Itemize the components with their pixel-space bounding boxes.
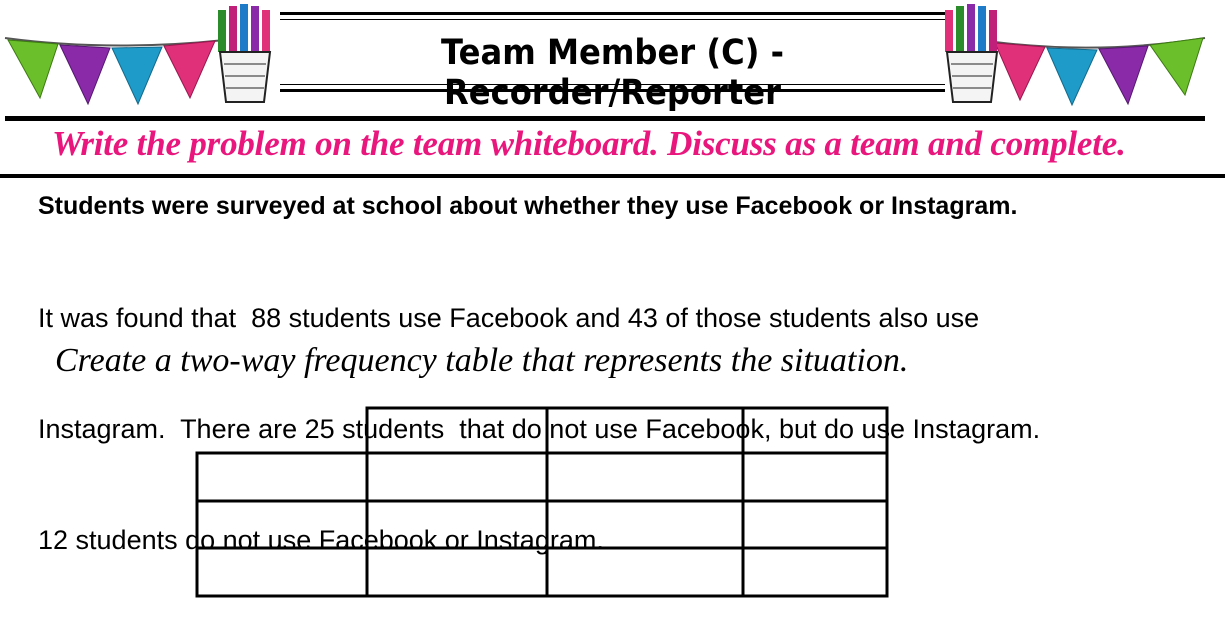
instruction-text: Write the problem on the team whiteboard. Discuss as a team and complete.	[52, 124, 1126, 163]
table-cell[interactable]	[367, 453, 547, 501]
table-cell[interactable]	[547, 548, 743, 596]
table-row-label-cell[interactable]	[197, 548, 367, 596]
table-cell[interactable]	[743, 453, 887, 501]
table-cell[interactable]	[547, 501, 743, 548]
table-cell[interactable]	[367, 501, 547, 548]
problem-intro: Students were surveyed at school about whether they use Facebook or Instagram.	[38, 192, 1018, 220]
task-prompt: Create a two-way frequency table that represents the situation.	[55, 342, 909, 379]
table-cell[interactable]	[743, 548, 887, 596]
problem-line: Instagram. There are 25 students that do not use Facebook, but do use Instagram.	[38, 414, 1041, 444]
table-cell[interactable]	[743, 501, 887, 548]
problem-line: It was found that 88 students use Facebook and 43 of those students also use	[38, 303, 980, 333]
table-row-label-cell[interactable]	[197, 453, 367, 501]
page-title: Team Member (C) - Recorder/Reporter	[440, 33, 785, 113]
table-cell[interactable]	[547, 453, 743, 501]
table-header-cell[interactable]	[547, 408, 743, 453]
problem-line: 12 students do not use Facebook or Instagram.	[38, 525, 604, 555]
table-cell[interactable]	[367, 548, 547, 596]
table-header-cell[interactable]	[743, 408, 887, 453]
table-row-label-cell[interactable]	[197, 501, 367, 548]
table-header-cell[interactable]	[367, 408, 547, 453]
